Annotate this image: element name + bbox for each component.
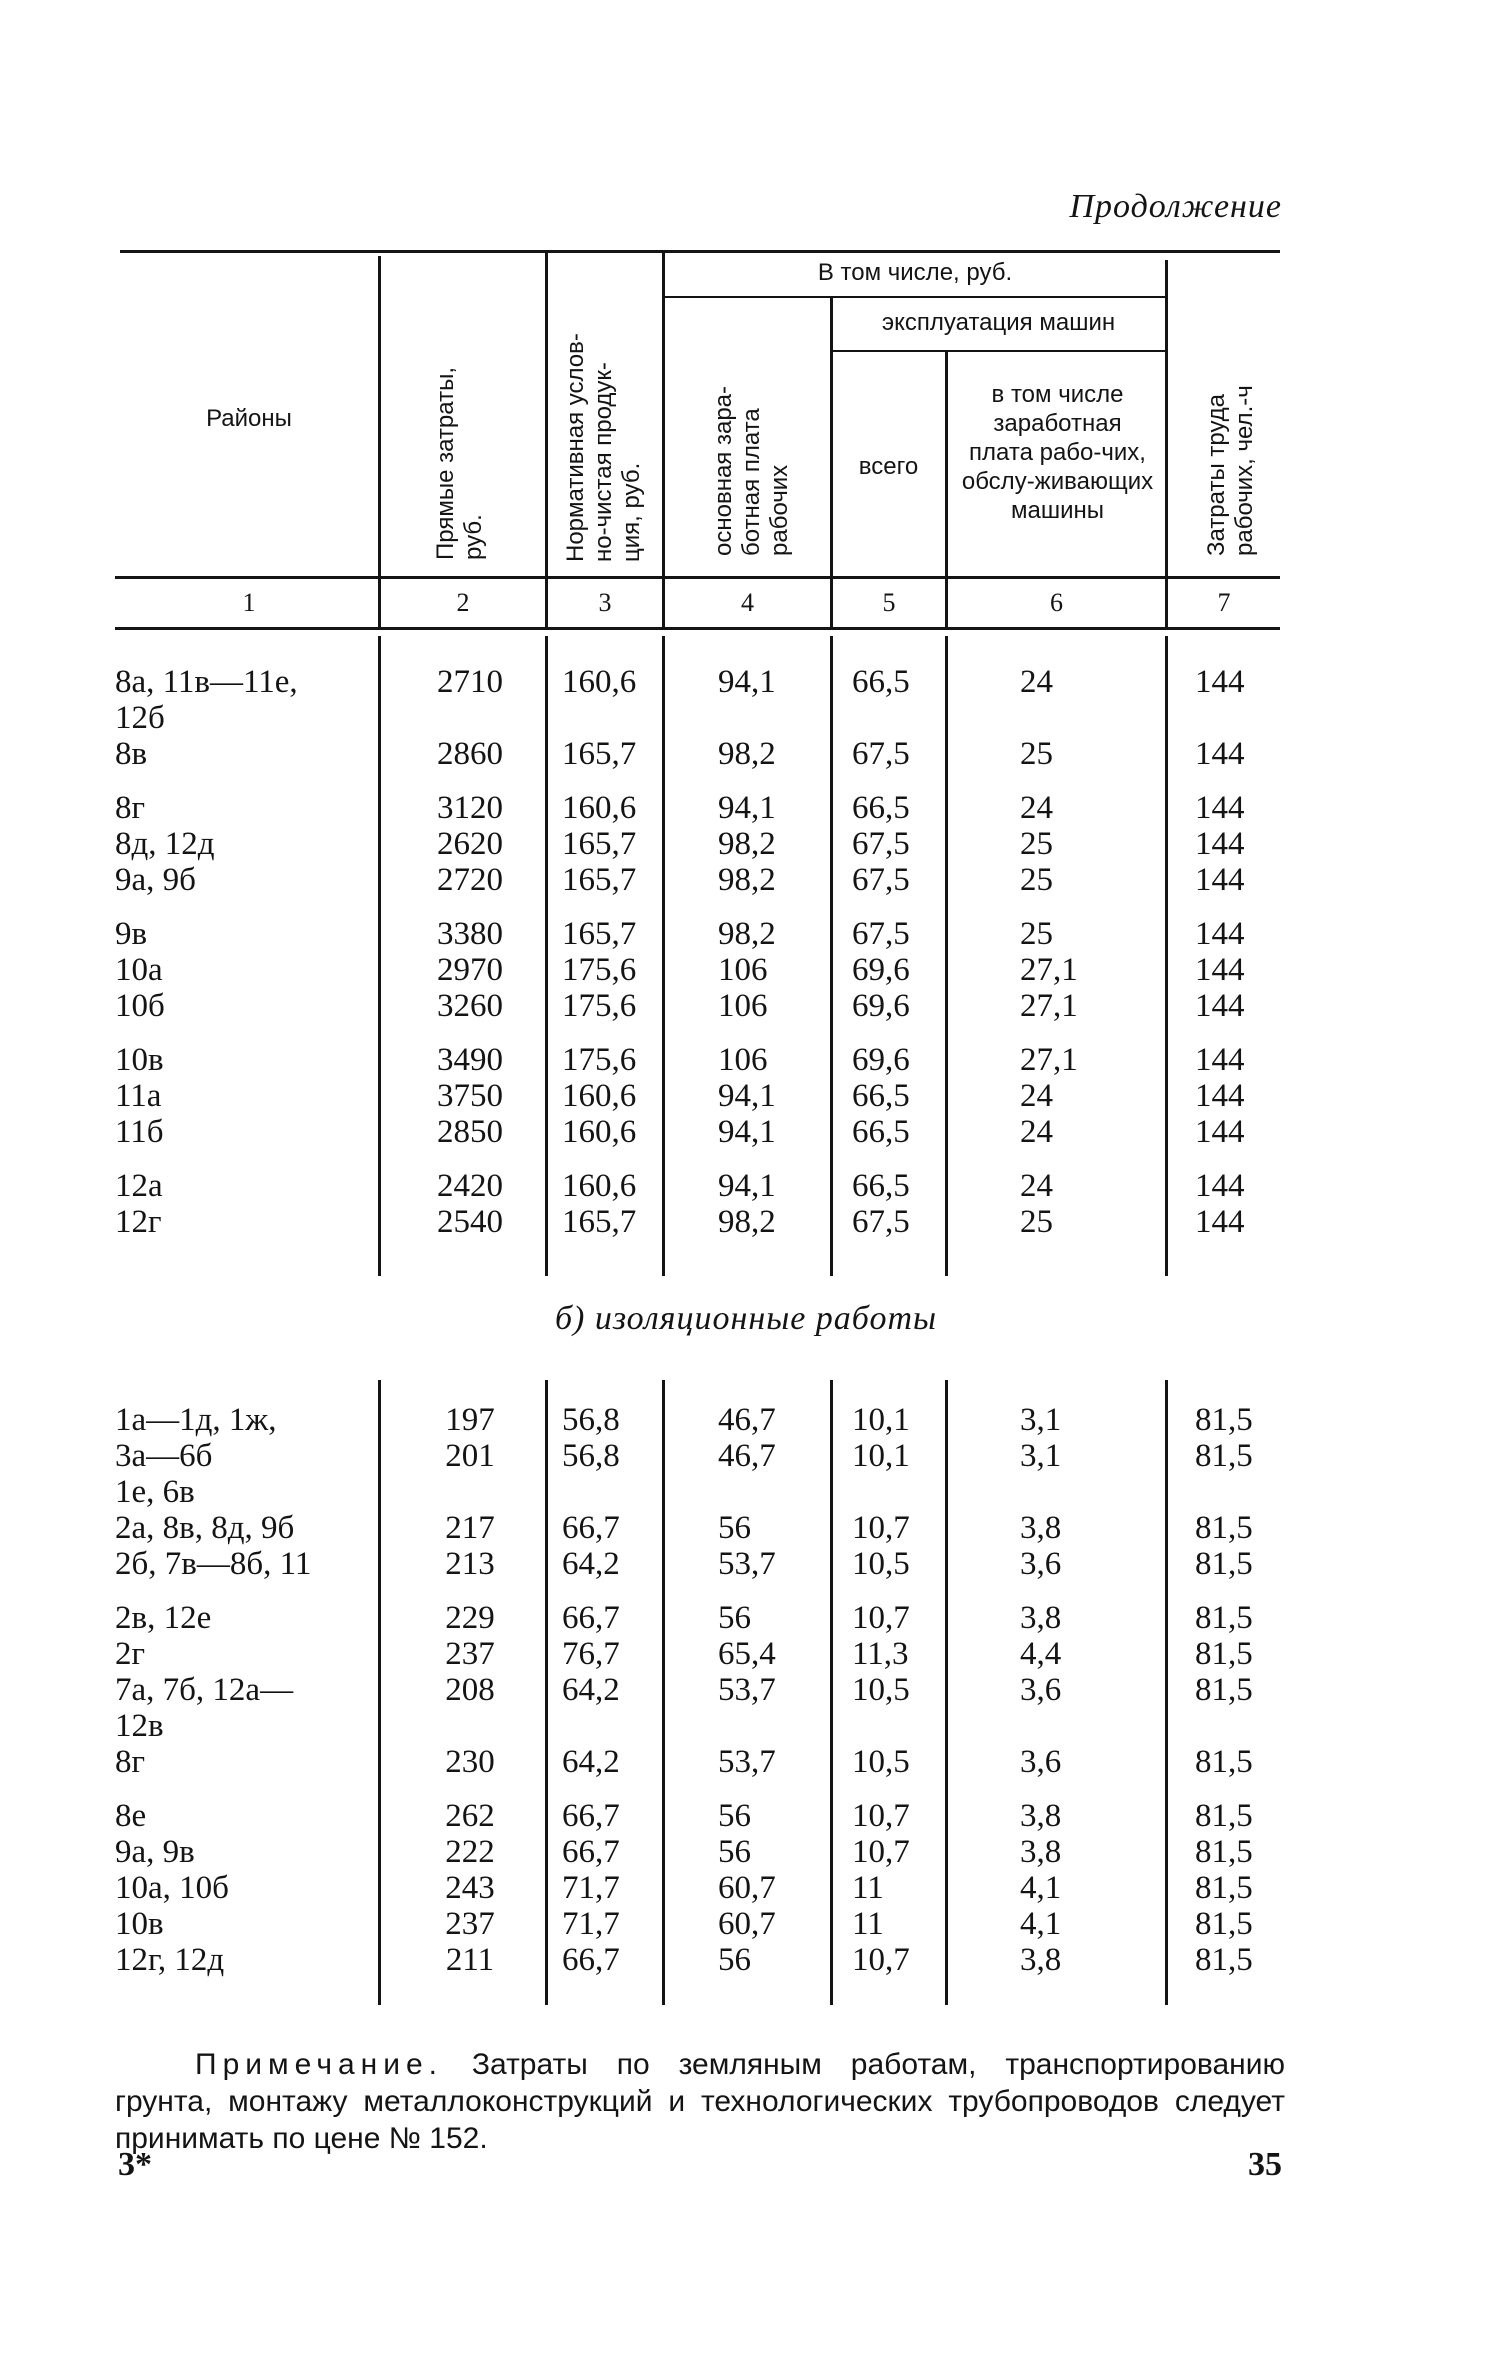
- machine-total-cell: 11: [852, 1870, 884, 1906]
- direct-costs-cell: 243: [445, 1870, 495, 1906]
- normative-production-cell: 160,6: [562, 1078, 637, 1114]
- header-vline: [945, 352, 948, 628]
- base-wages-cell: 46,7: [718, 1402, 776, 1438]
- machine-total-cell: 10,1: [852, 1402, 910, 1438]
- machine-total-cell: 66,5: [852, 1168, 910, 1204]
- table-row: [0, 1438, 1492, 1510]
- district-cell: 9в: [115, 916, 148, 952]
- machine-wages-cell: 25: [1020, 736, 1053, 772]
- machine-wages-cell: 4,4: [1020, 1636, 1062, 1672]
- footnote: [115, 2046, 1285, 2157]
- continuation-label: Продолжение: [1069, 188, 1282, 225]
- column-number: 5: [882, 588, 896, 617]
- direct-costs-cell: 3750: [437, 1078, 503, 1114]
- labor-costs-cell: 144: [1195, 1204, 1245, 1240]
- header-labor-costs: Затраты труда рабочих, чел.-ч: [1203, 385, 1258, 556]
- machine-total-cell: 10,7: [852, 1798, 910, 1834]
- district-cell: 10в: [115, 1906, 164, 1942]
- section-title: б) изоляционные работы: [554, 1300, 938, 1337]
- table-row: [0, 1402, 1492, 1438]
- direct-costs-cell: 197: [445, 1402, 495, 1438]
- labor-costs-cell: 81,5: [1195, 1798, 1253, 1834]
- machine-wages-cell: 25: [1020, 826, 1053, 862]
- normative-production-cell: 160,6: [562, 790, 637, 826]
- machines-underline: [832, 350, 1165, 352]
- header-group-including: В том числе, руб.: [817, 259, 1013, 286]
- district-cell: 11а: [115, 1078, 162, 1114]
- direct-costs-cell: 2850: [437, 1114, 503, 1150]
- direct-costs-cell: 222: [445, 1834, 495, 1870]
- base-wages-cell: 56: [718, 1510, 751, 1546]
- base-wages-cell: 94,1: [718, 1078, 776, 1114]
- direct-costs-cell: 2720: [437, 862, 503, 898]
- base-wages-cell: 98,2: [718, 916, 776, 952]
- district-cell: 12г: [115, 1204, 162, 1240]
- labor-costs-cell: 144: [1195, 664, 1245, 700]
- district-cell: 8г: [115, 790, 146, 826]
- page-number: 35: [1248, 2146, 1282, 2183]
- district-cell: 10а, 10б: [115, 1870, 229, 1906]
- table-row: [0, 1906, 1492, 1942]
- footnote-lead: Примечание.: [195, 2048, 443, 2081]
- labor-costs-cell: 144: [1195, 988, 1245, 1024]
- machine-wages-cell: 3,6: [1020, 1546, 1062, 1582]
- machine-total-cell: 11: [852, 1906, 884, 1942]
- column-number: 3: [598, 588, 612, 617]
- labor-costs-cell: 144: [1195, 790, 1245, 826]
- normative-production-cell: 66,7: [562, 1798, 620, 1834]
- header-machine-operation: эксплуатация машин: [881, 309, 1116, 336]
- machine-wages-cell: 3,8: [1020, 1834, 1062, 1870]
- header-total: всего: [858, 453, 919, 480]
- table-row: [0, 1168, 1492, 1204]
- machine-wages-cell: 24: [1020, 664, 1053, 700]
- labor-costs-cell: 81,5: [1195, 1402, 1253, 1438]
- header-districts: Районы: [206, 405, 292, 432]
- table-row: [0, 862, 1492, 898]
- labor-costs-cell: 81,5: [1195, 1672, 1253, 1708]
- district-cell: 10а: [115, 952, 163, 988]
- machine-wages-cell: 27,1: [1020, 988, 1078, 1024]
- normative-production-cell: 175,6: [562, 988, 637, 1024]
- base-wages-cell: 56: [718, 1798, 751, 1834]
- district-cell: 11б: [115, 1114, 164, 1150]
- header-vline: [378, 256, 381, 628]
- table-row: [0, 1042, 1492, 1078]
- district-cell: 10в: [115, 1042, 164, 1078]
- machine-wages-cell: 3,1: [1020, 1402, 1062, 1438]
- machine-wages-cell: 27,1: [1020, 952, 1078, 988]
- table-row: [0, 1834, 1492, 1870]
- base-wages-cell: 94,1: [718, 664, 776, 700]
- labor-costs-cell: 81,5: [1195, 1870, 1253, 1906]
- normative-production-cell: 56,8: [562, 1402, 620, 1438]
- direct-costs-cell: 230: [445, 1744, 495, 1780]
- normative-production-cell: 165,7: [562, 1204, 637, 1240]
- column-number: 1: [242, 588, 256, 617]
- base-wages-cell: 98,2: [718, 736, 776, 772]
- table-row: [0, 1636, 1492, 1672]
- normative-production-cell: 175,6: [562, 952, 637, 988]
- table-row: [0, 1744, 1492, 1780]
- direct-costs-cell: 2970: [437, 952, 503, 988]
- machine-wages-cell: 24: [1020, 1168, 1053, 1204]
- direct-costs-cell: 213: [445, 1546, 495, 1582]
- machine-wages-cell: 4,1: [1020, 1870, 1062, 1906]
- normative-production-cell: 64,2: [562, 1744, 620, 1780]
- machine-total-cell: 69,6: [852, 988, 910, 1024]
- machine-total-cell: 10,1: [852, 1438, 910, 1474]
- column-number: 7: [1217, 588, 1231, 617]
- header-bottom-rule: [115, 576, 1280, 579]
- machine-total-cell: 66,5: [852, 1114, 910, 1150]
- labor-costs-cell: 81,5: [1195, 1906, 1253, 1942]
- normative-production-cell: 66,7: [562, 1600, 620, 1636]
- table-row: [0, 664, 1492, 736]
- base-wages-cell: 53,7: [718, 1546, 776, 1582]
- machine-total-cell: 10,7: [852, 1834, 910, 1870]
- table-row: [0, 1600, 1492, 1636]
- labor-costs-cell: 81,5: [1195, 1600, 1253, 1636]
- group-underline: [665, 296, 1165, 298]
- base-wages-cell: 106: [718, 952, 768, 988]
- district-cell: 8д, 12д: [115, 826, 215, 862]
- table-row: [0, 952, 1492, 988]
- normative-production-cell: 71,7: [562, 1870, 620, 1906]
- column-number: 4: [741, 588, 754, 617]
- base-wages-cell: 53,7: [718, 1744, 776, 1780]
- normative-production-cell: 175,6: [562, 1042, 637, 1078]
- district-cell: 12г, 12д: [115, 1942, 225, 1978]
- machine-total-cell: 69,6: [852, 952, 910, 988]
- normative-production-cell: 76,7: [562, 1636, 620, 1672]
- machine-wages-cell: 25: [1020, 916, 1053, 952]
- district-cell: 8а, 11в—11е, 12б: [115, 664, 298, 736]
- base-wages-cell: 106: [718, 1042, 768, 1078]
- normative-production-cell: 160,6: [562, 1114, 637, 1150]
- base-wages-cell: 60,7: [718, 1906, 776, 1942]
- table-top-rule: [120, 250, 1280, 253]
- direct-costs-cell: 2540: [437, 1204, 503, 1240]
- normative-production-cell: 66,7: [562, 1942, 620, 1978]
- machine-wages-cell: 3,8: [1020, 1600, 1062, 1636]
- header-direct-costs: Прямые затраты, руб.: [432, 367, 487, 560]
- header-vline: [1165, 260, 1168, 628]
- machine-total-cell: 67,5: [852, 862, 910, 898]
- machine-total-cell: 69,6: [852, 1042, 910, 1078]
- machine-wages-cell: 24: [1020, 1114, 1053, 1150]
- labor-costs-cell: 81,5: [1195, 1546, 1253, 1582]
- normative-production-cell: 165,7: [562, 916, 637, 952]
- machine-total-cell: 10,5: [852, 1546, 910, 1582]
- direct-costs-cell: 3490: [437, 1042, 503, 1078]
- normative-production-cell: 64,2: [562, 1672, 620, 1708]
- machine-total-cell: 66,5: [852, 790, 910, 826]
- table-row: [0, 916, 1492, 952]
- table-row: [0, 1672, 1492, 1744]
- table-row: [0, 826, 1492, 862]
- table-row: [0, 1942, 1492, 1978]
- direct-costs-cell: 3380: [437, 916, 503, 952]
- labor-costs-cell: 81,5: [1195, 1636, 1253, 1672]
- machine-total-cell: 66,5: [852, 664, 910, 700]
- district-cell: 9а, 9б: [115, 862, 196, 898]
- labor-costs-cell: 144: [1195, 916, 1245, 952]
- numbers-bottom-rule: [115, 627, 1280, 630]
- column-number: 2: [456, 588, 470, 617]
- machine-total-cell: 67,5: [852, 826, 910, 862]
- normative-production-cell: 165,7: [562, 862, 637, 898]
- direct-costs-cell: 211: [445, 1942, 495, 1978]
- district-cell: 10б: [115, 988, 165, 1024]
- normative-production-cell: 64,2: [562, 1546, 620, 1582]
- direct-costs-cell: 217: [445, 1510, 495, 1546]
- direct-costs-cell: 237: [445, 1636, 495, 1672]
- normative-production-cell: 66,7: [562, 1510, 620, 1546]
- table-row: [0, 736, 1492, 772]
- labor-costs-cell: 81,5: [1195, 1744, 1253, 1780]
- labor-costs-cell: 144: [1195, 952, 1245, 988]
- base-wages-cell: 98,2: [718, 1204, 776, 1240]
- direct-costs-cell: 229: [445, 1600, 495, 1636]
- base-wages-cell: 53,7: [718, 1672, 776, 1708]
- labor-costs-cell: 144: [1195, 1114, 1245, 1150]
- machine-total-cell: 66,5: [852, 1078, 910, 1114]
- machine-wages-cell: 27,1: [1020, 1042, 1078, 1078]
- district-cell: 8в: [115, 736, 148, 772]
- direct-costs-cell: 2860: [437, 736, 503, 772]
- base-wages-cell: 98,2: [718, 862, 776, 898]
- district-cell: 2г: [115, 1636, 146, 1672]
- labor-costs-cell: 144: [1195, 1042, 1245, 1078]
- normative-production-cell: 160,6: [562, 664, 637, 700]
- machine-wages-cell: 3,6: [1020, 1744, 1062, 1780]
- machine-total-cell: 10,7: [852, 1600, 910, 1636]
- labor-costs-cell: 144: [1195, 736, 1245, 772]
- labor-costs-cell: 81,5: [1195, 1942, 1253, 1978]
- normative-production-cell: 56,8: [562, 1438, 620, 1474]
- signature-mark: 3*: [118, 2146, 152, 2183]
- header-normative-production: Нормативная услов- но-чистая продук- ция, руб.: [562, 333, 645, 562]
- base-wages-cell: 106: [718, 988, 768, 1024]
- district-cell: 9а, 9в: [115, 1834, 195, 1870]
- header-vline: [662, 252, 665, 628]
- normative-production-cell: 165,7: [562, 826, 637, 862]
- machine-total-cell: 67,5: [852, 1204, 910, 1240]
- header-base-wages: основная зара- ботная плата рабочих: [710, 385, 793, 556]
- machine-wages-cell: 24: [1020, 790, 1053, 826]
- machine-wages-cell: 3,8: [1020, 1510, 1062, 1546]
- normative-production-cell: 160,6: [562, 1168, 637, 1204]
- normative-production-cell: 71,7: [562, 1906, 620, 1942]
- direct-costs-cell: 208: [445, 1672, 495, 1708]
- footnote-text: Затраты по земляным работам, транспортированию грунта, монтажу металлоконструкций и технологических трубопроводов следует принимать по цене № 152.: [115, 2048, 1285, 2155]
- machine-wages-cell: 3,1: [1020, 1438, 1062, 1474]
- machine-total-cell: 10,5: [852, 1672, 910, 1708]
- header-machine-wages: в том числе заработная плата рабо-чих, обслу-живающих машины: [961, 381, 1154, 524]
- labor-costs-cell: 144: [1195, 862, 1245, 898]
- direct-costs-cell: 201: [445, 1438, 495, 1474]
- table-row: [0, 1114, 1492, 1150]
- district-cell: 2а, 8в, 8д, 9б: [115, 1510, 295, 1546]
- machine-wages-cell: 25: [1020, 862, 1053, 898]
- machine-total-cell: 10,5: [852, 1744, 910, 1780]
- direct-costs-cell: 2620: [437, 826, 503, 862]
- district-cell: 2б, 7в—8б, 11: [115, 1546, 312, 1582]
- table-row: [0, 1204, 1492, 1240]
- machine-wages-cell: 3,8: [1020, 1798, 1062, 1834]
- base-wages-cell: 56: [718, 1600, 751, 1636]
- header-vline: [545, 252, 548, 628]
- labor-costs-cell: 144: [1195, 826, 1245, 862]
- labor-costs-cell: 144: [1195, 1168, 1245, 1204]
- machine-wages-cell: 24: [1020, 1078, 1053, 1114]
- district-cell: 8е: [115, 1798, 147, 1834]
- machine-wages-cell: 4,1: [1020, 1906, 1062, 1942]
- base-wages-cell: 65,4: [718, 1636, 776, 1672]
- district-cell: 7а, 7б, 12а— 12в: [115, 1672, 294, 1744]
- table-row: [0, 988, 1492, 1024]
- district-cell: 1а—1д, 1ж,: [115, 1402, 277, 1438]
- machine-wages-cell: 25: [1020, 1204, 1053, 1240]
- table-row: [0, 1870, 1492, 1906]
- district-cell: 12а: [115, 1168, 163, 1204]
- labor-costs-cell: 81,5: [1195, 1510, 1253, 1546]
- column-number: 6: [1050, 588, 1063, 617]
- labor-costs-cell: 81,5: [1195, 1834, 1253, 1870]
- machine-total-cell: 10,7: [852, 1510, 910, 1546]
- base-wages-cell: 46,7: [718, 1438, 776, 1474]
- district-cell: 8г: [115, 1744, 146, 1780]
- machine-total-cell: 67,5: [852, 736, 910, 772]
- labor-costs-cell: 81,5: [1195, 1438, 1253, 1474]
- direct-costs-cell: 2710: [437, 664, 503, 700]
- normative-production-cell: 66,7: [562, 1834, 620, 1870]
- table-row: [0, 1798, 1492, 1834]
- table-row: [0, 1546, 1492, 1582]
- machine-total-cell: 11,3: [852, 1636, 909, 1672]
- district-cell: 3а—6б 1е, 6в: [115, 1438, 213, 1510]
- base-wages-cell: 60,7: [718, 1870, 776, 1906]
- base-wages-cell: 56: [718, 1834, 751, 1870]
- direct-costs-cell: 3120: [437, 790, 503, 826]
- machine-total-cell: 10,7: [852, 1942, 910, 1978]
- base-wages-cell: 94,1: [718, 790, 776, 826]
- labor-costs-cell: 144: [1195, 1078, 1245, 1114]
- base-wages-cell: 98,2: [718, 826, 776, 862]
- direct-costs-cell: 2420: [437, 1168, 503, 1204]
- machine-total-cell: 67,5: [852, 916, 910, 952]
- base-wages-cell: 94,1: [718, 1168, 776, 1204]
- direct-costs-cell: 262: [445, 1798, 495, 1834]
- machine-wages-cell: 3,8: [1020, 1942, 1062, 1978]
- normative-production-cell: 165,7: [562, 736, 637, 772]
- table-row: [0, 1510, 1492, 1546]
- base-wages-cell: 94,1: [718, 1114, 776, 1150]
- direct-costs-cell: 237: [445, 1906, 495, 1942]
- district-cell: 2в, 12е: [115, 1600, 212, 1636]
- table-row: [0, 790, 1492, 826]
- table-row: [0, 1078, 1492, 1114]
- base-wages-cell: 56: [718, 1942, 751, 1978]
- direct-costs-cell: 3260: [437, 988, 503, 1024]
- machine-wages-cell: 3,6: [1020, 1672, 1062, 1708]
